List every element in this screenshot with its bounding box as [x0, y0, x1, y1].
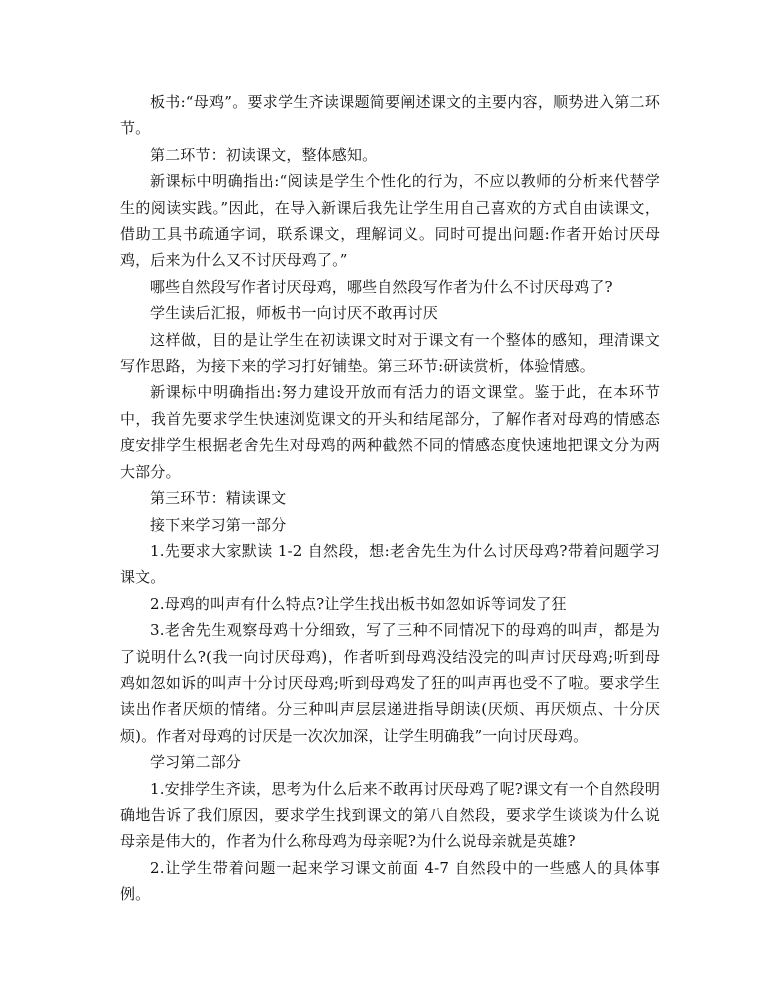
list-item-part-two-1: 1.安排学生齐读，思考为什么后来不敢再讨厌母鸡了呢?课文有一个自然段明确地告诉了我们原因，要求学生找到课文的第八自然段，要求学生谈谈为什么说母亲是伟大的，作者为什么称母鸡为母亲呢?为什么说母亲就是英雄?	[120, 779, 660, 851]
list-item-part-two-2: 2.让学生带着问题一起来学习课文前面 4-7 自然段中的一些感人的具体事例。	[120, 858, 660, 904]
list-item-part-one-2: 2.母鸡的叫声有什么特点?让学生找出板书如忽如诉等词发了狂	[150, 594, 567, 613]
paragraph-curriculum-reading: 新课标中明确指出:“阅读是学生个性化的行为，不应以教师的分析来代替学生的阅读实践。”因此，在导入新课后我先让学生用自己喜欢的方式自由读课文，借助工具书疏通字词，联系课文，理解词义。同时可提出问题:作者开始讨厌母鸡，后来为什么又不讨厌母鸡了。”	[120, 172, 660, 270]
heading-part-one: 接下来学习第一部分	[150, 515, 287, 534]
heading-part-two: 学习第二部分	[150, 753, 241, 772]
paragraph-student-report: 学生读后汇报，师板书一向讨厌不敢再讨厌	[150, 304, 438, 323]
paragraph-blackboard: 板书:“母鸡”。要求学生齐读课题简要阐述课文的主要内容，顺势进入第二环节。	[120, 93, 660, 138]
heading-stage-two: 第二环节：初读课文，整体感知。	[150, 145, 378, 164]
heading-stage-three: 第三环节：精读课文	[150, 489, 287, 508]
document-body	[120, 89, 660, 908]
list-item-part-one-1: 1.先要求大家默读 1-2 自然段，想:老舍先生为什么讨厌母鸡?带着问题学习课文。	[120, 541, 660, 587]
list-item-part-one-3: 3.老舍先生观察母鸡十分细致，写了三种不同情况下的母鸡的叫声，都是为了说明什么?(我一向讨厌母鸡)，作者听到母鸡没结没完的叫声讨厌母鸡;听到母鸡如忽如诉的叫声十分讨厌母鸡;听到母鸡发了狂的叫声再也受不了啦。要求学生读出作者厌烦的情绪。分三种叫声层层递进指导朗读(厌烦、再厌烦点、十分厌烦)。作者对母鸡的讨厌是一次次加深，让学生明确我”一向讨厌母鸡。	[120, 621, 660, 745]
paragraph-curriculum-classroom: 新课标中明确指出:努力建设开放而有活力的语文课堂。鉴于此，在本环节中，我首先要求学生快速浏览课文的开头和结尾部分，了解作者对母鸡的情感态度安排学生根据老舍先生对母鸡的两种截然不同的情感态度快速地把课文分为两大部分。	[120, 383, 660, 481]
paragraph-purpose: 这样做，目的是让学生在初读课文时对于课文有一个整体的感知，理清课文写作思路，为接下来的学习打好铺垫。第三环节:研读赏析，体验情感。	[120, 330, 660, 376]
paragraph-question: 哪些自然段写作者讨厌母鸡，哪些自然段写作者为什么不讨厌母鸡了?	[150, 277, 613, 296]
